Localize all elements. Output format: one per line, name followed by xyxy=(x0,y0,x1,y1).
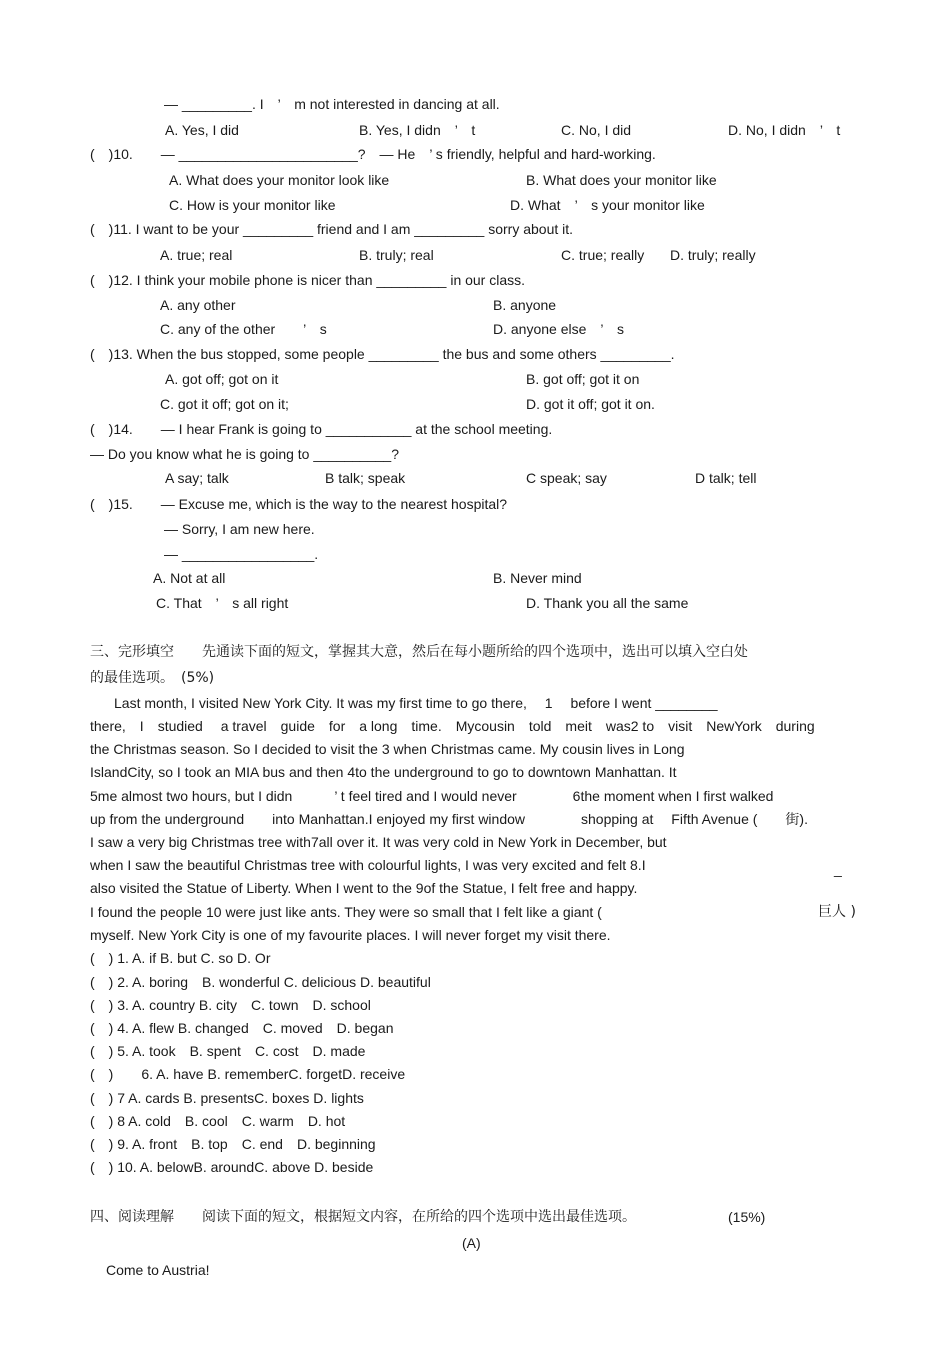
passage-line: when I saw the beautiful Christmas tree with colourful lights, I was very excited and felt 8.I xyxy=(90,857,646,873)
q9-option-a: A. Yes, I did xyxy=(165,122,239,138)
q15-option-b: B. Never mind xyxy=(493,570,582,586)
section-3-heading-2: 的最佳选项。 (5%) xyxy=(90,670,215,686)
passage-line: I saw a very big Christmas tree with7all over it. It was very cold in New York in December, but xyxy=(90,834,667,850)
passage-line: Last month, I visited New York City. It was my first time to go there, 1 before I went ________ xyxy=(114,695,718,711)
passage-line: IslandCity, so I took an MIA bus and then 4to the underground to go to downtown Manhattan. It xyxy=(90,764,677,780)
q10-option-d: D. What ’ s your monitor like xyxy=(510,197,705,213)
q10-option-b: B. What does your monitor like xyxy=(526,172,717,188)
cloze-option-row: ( ) 3. A. country B. city C. town D. school xyxy=(90,997,371,1013)
q14-option-b: B talk; speak xyxy=(325,470,406,486)
q12-option-c: C. any of the other ’ s xyxy=(160,321,327,337)
passage-line: also visited the Statue of Liberty. When I went to the 9of the Statue, I felt free and happy. xyxy=(90,880,638,896)
q13-option-d: D. got it off; got it on. xyxy=(526,396,655,412)
passage-label: (A) xyxy=(462,1235,481,1251)
q14-option-c: C speak; say xyxy=(526,470,607,486)
passage-line: there, I studied a travel guide for a long time. Mycousin told meit was2 to visit NewYork during xyxy=(90,718,815,734)
q9-option-d: D. No, I didn ’ t xyxy=(728,122,841,138)
blank-mark: _ xyxy=(834,861,842,877)
q12-stem: ( )12. I think your mobile phone is nicer than _________ in our class. xyxy=(90,272,526,288)
cloze-option-row: ( ) 4. A. flew B. changed C. moved D. began xyxy=(90,1020,394,1036)
q14-option-a: A say; talk xyxy=(165,470,229,486)
giant-note: 巨人 ) xyxy=(818,904,856,920)
q15-option-d: D. Thank you all the same xyxy=(526,595,689,611)
q13-option-a: A. got off; got on it xyxy=(165,371,279,387)
q14-stem: ( )14. — I hear Frank is going to ___________ at the school meeting. xyxy=(90,421,553,437)
passage-line: I found the people 10 were just like ants. They were so small that I felt like a giant ( xyxy=(90,904,602,920)
q15-line-3: — _________________. xyxy=(164,546,319,562)
q10-stem: ( )10. — _______________________? — He ’ s friendly, helpful and hard-working. xyxy=(90,146,656,162)
q15-line-2: — Sorry, I am new here. xyxy=(164,521,315,537)
cloze-option-row: ( ) 7 A. cards B. presentsC. boxes D. lights xyxy=(90,1090,364,1106)
passage-line: the Christmas season. So I decided to visit the 3 when Christmas came. My cousin lives in Long xyxy=(90,741,685,757)
q9-option-c: C. No, I did xyxy=(561,122,632,138)
section-4-heading: 四、阅读理解 阅读下面的短文，根据短文内容，在所给的四个选项中选出最佳选项。 xyxy=(90,1209,636,1225)
q15-option-c: C. That ’ s all right xyxy=(156,595,289,611)
q13-option-b: B. got off; got it on xyxy=(526,371,640,387)
q14-option-d: D talk; tell xyxy=(695,470,757,486)
q11-option-c: C. true; really xyxy=(561,247,645,263)
q12-option-d: D. anyone else ’ s xyxy=(493,321,624,337)
passage-line: 5me almost two hours, but I didn ’ t feel tired and I would never 6the moment when I first walked xyxy=(90,788,774,804)
q10-option-a: A. What does your monitor look like xyxy=(169,172,390,188)
q11-option-d: D. truly; really xyxy=(670,247,756,263)
q15-stem: ( )15. — Excuse me, which is the way to the nearest hospital? xyxy=(90,496,508,512)
q13-option-c: C. got it off; got on it; xyxy=(160,396,289,412)
q14-stem-2: — Do you know what he is going to __________? xyxy=(90,446,399,462)
q12-option-a: A. any other xyxy=(160,297,236,313)
cloze-option-row: ( ) 5. A. took B. spent C. cost D. made xyxy=(90,1043,366,1059)
q11-stem: ( )11. I want to be your _________ friend and I am _________ sorry about it. xyxy=(90,221,574,237)
passage-line: myself. New York City is one of my favourite places. I will never forget my visit there. xyxy=(90,927,611,943)
q10-option-c: C. How is your monitor like xyxy=(169,197,336,213)
passage-line: up from the underground into Manhattan.I enjoyed my first window shopping at Fifth Avenue ( 街). xyxy=(90,811,808,827)
cloze-option-row: ( ) 6. A. have B. rememberC. forgetD. receive xyxy=(90,1066,406,1082)
section-3-heading: 三、完形填空 先通读下面的短文，掌握其大意，然后在每小题所给的四个选项中，选出可以填入空白处 xyxy=(90,644,748,660)
q9-option-b: B. Yes, I didn ’ t xyxy=(359,122,476,138)
cloze-option-row: ( ) 8 A. cold B. cool C. warm D. hot xyxy=(90,1113,346,1129)
cloze-option-row: ( ) 10. A. belowB. aroundC. above D. beside xyxy=(90,1159,374,1175)
passage-first-line: Come to Austria! xyxy=(106,1262,210,1278)
section-4-points: (15%) xyxy=(728,1209,766,1225)
q11-option-a: A. true; real xyxy=(160,247,233,263)
cloze-option-row: ( ) 9. A. front B. top C. end D. beginning xyxy=(90,1136,376,1152)
cloze-option-row: ( ) 1. A. if B. but C. so D. Or xyxy=(90,950,271,966)
q13-stem: ( )13. When the bus stopped, some people _________ the bus and some others _________. xyxy=(90,346,675,362)
q9-dialog: — _________. I ’ m not interested in dancing at all. xyxy=(164,96,500,112)
q11-option-b: B. truly; real xyxy=(359,247,434,263)
cloze-option-row: ( ) 2. A. boring B. wonderful C. delicious D. beautiful xyxy=(90,974,431,990)
q12-option-b: B. anyone xyxy=(493,297,557,313)
q15-option-a: A. Not at all xyxy=(153,570,226,586)
